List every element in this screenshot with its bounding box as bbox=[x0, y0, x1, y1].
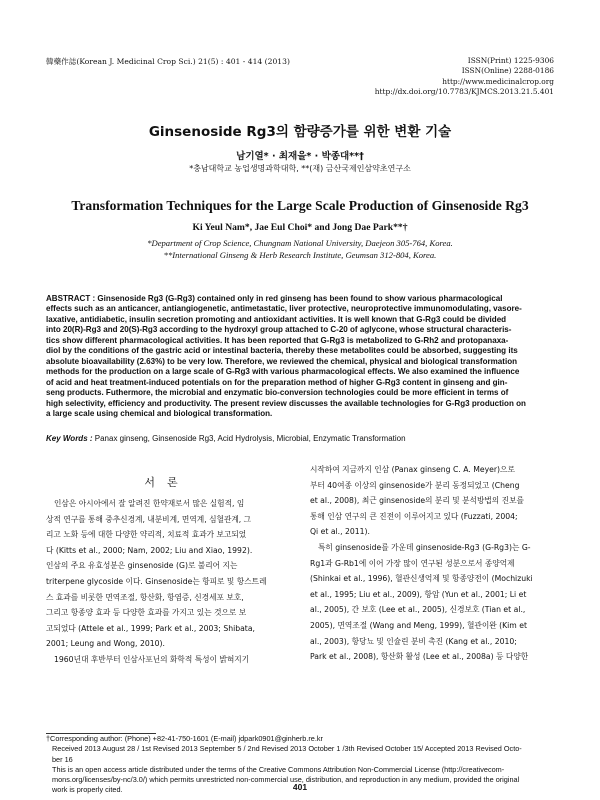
abstract-line: of acid and heat treatment-induced potentials on for the preparation method of higher G-Rg3 content in ginseng and gin- bbox=[46, 377, 508, 387]
abstract-line: absolute bioavailability (2.63%) to be very low. Therefore, we reviewed the chemical, physical and biological transformation bbox=[46, 356, 518, 366]
abstract-line: into 20(R)-Rg3 and 20(S)-Rg3 according to the hydroxyl group attached to C-20 of aglycone, whose structural characteris- bbox=[46, 325, 512, 335]
body-line: 고되었다 (Attele et al., 1999; Park et al., 2003; Shibata, bbox=[46, 623, 255, 633]
abstract-line: methods for the production on a large scale of G-Rg3 with various pharmacological effects. We also examined the influence bbox=[46, 367, 520, 377]
english-affiliations bbox=[0, 238, 600, 261]
affiliation-line: *Department of Crop Science, Chungnam National University, Daejeon 305-764, Korea. bbox=[147, 238, 453, 248]
abstract-line: seng products. Futhermore, the microbial and enzymatic bio-conversion technologies could be more efficient in terms of bbox=[46, 388, 509, 398]
body-line: 2005), 면역조절 (Wang and Meng, 1999), 혈관이완 (Kim et bbox=[310, 620, 527, 630]
keywords-value: Panax ginseng, Ginsenoside Rg3, Acid Hydrolysis, Microbial, Enzymatic Transformation bbox=[92, 434, 406, 443]
korean-affiliation: *충남대학교 농업생명과학대학, **(재) 금산국제인삼약초연구소 bbox=[189, 164, 411, 173]
body-line: Qi et al., 2011). bbox=[310, 527, 371, 537]
right-column bbox=[310, 462, 560, 665]
journal-website[interactable]: http://www.medicinalcrop.org bbox=[442, 76, 554, 86]
body-line: 상적 연구를 통해 중추신경계, 내분비계, 면역계, 심혈관계, 그 bbox=[46, 514, 252, 524]
body-line: 그리고 항종양 효과 등 다양한 효과를 가지고 있는 것으로 보 bbox=[46, 608, 247, 618]
affiliation-line: **International Ginseng & Herb Research Institute, Geumsan 312-804, Korea. bbox=[163, 249, 437, 260]
section-heading: 서론 bbox=[144, 476, 190, 489]
abstract-line: a large scale using chemical and biological transformation. bbox=[46, 408, 273, 418]
abstract-line: laxative, antidiabetic, insulin secretion promoting and antioxidant activities. It is well known that G-Rg3 could be divided bbox=[46, 314, 507, 324]
body-line: triterpene glycoside 이다. Ginsenoside는 항피로 및 항스트레 bbox=[46, 576, 267, 586]
keywords bbox=[46, 434, 554, 443]
body-line: 스 효과를 비롯한 면역조절, 항산화, 항염증, 신경세포 보호, bbox=[46, 592, 244, 602]
body-line: 인삼은 아시아에서 잘 알려진 한약재로서 많은 실험적, 임 bbox=[54, 499, 245, 508]
body-line: Park et al., 2008), 항산화 활성 (Lee et al., 2008a) 등 다양한 bbox=[310, 652, 529, 662]
body-line: 2001; Leung and Wong, 2010). bbox=[46, 639, 165, 649]
journal-citation: 韓藥作誌(Korean J. Medicinal Crop Sci.) 21(5) : 401 - 414 (2013) bbox=[46, 57, 290, 66]
body-line: et al., 1995; Liu et al., 2009), 항암 (Yun et al., 2001; Li et bbox=[310, 589, 527, 599]
doi-link[interactable]: http://dx.doi.org/10.7783/KJMCS.2013.21.5.401 bbox=[374, 87, 554, 97]
body-line: al., 2005), 간 보호 (Lee et al., 2005), 신경보호 (Tian et al., bbox=[310, 605, 526, 615]
body-line: 1960년대 후반부터 인삼사포닌의 화학적 특성이 밝혀지기 bbox=[54, 654, 250, 664]
korean-authors: 남기열* · 최재을* · 박종대**† bbox=[236, 151, 364, 162]
left-column bbox=[46, 496, 296, 668]
issn-online: ISSN(Online) 2288-0186 bbox=[461, 66, 554, 76]
issn-print: ISSN(Print) 1225-9306 bbox=[467, 56, 554, 65]
footnote-line: ber 16 bbox=[52, 754, 73, 764]
keywords-label: Key Words : bbox=[46, 434, 93, 443]
footnote-line: mons.org/licenses/by-nc/3.0/) which permits unrestricted non-commercial use, distribution, and reproduction in any medium, provided the original bbox=[52, 775, 520, 785]
footnote-line: Received 2013 August 28 / 1st Revised 2013 September 5 / 2nd Revised 2013 October 1 /3th Revised October 15/ Accepted 2013 Revised Octo- bbox=[52, 744, 522, 754]
body-line: 인삼의 주요 유효성분은 ginsenoside (G)로 불리어 지는 bbox=[46, 561, 238, 571]
journal-identifiers bbox=[375, 56, 554, 98]
footnote-line: work is properly cited. bbox=[52, 785, 123, 795]
body-line: 시작하여 지금까지 인삼 (Panax ginseng C. A. Meyer)으로 bbox=[310, 465, 515, 474]
body-line: 부터 40여종 이상의 ginsenoside가 분리 동정되었고 (Cheng bbox=[310, 480, 520, 490]
korean-title: Ginsenoside Rg3의 함량증가를 위한 변환 기술 bbox=[148, 124, 452, 140]
abstract bbox=[46, 294, 554, 419]
abstract-line: effects such as an anticancer, antiangiogenetic, antimetastatic, liver protective, neuroprotective immunomodulating, vasore- bbox=[46, 304, 522, 314]
body-line: Rg1과 G-Rb1에 이어 가장 많이 연구된 성분으로서 종양억제 bbox=[310, 558, 515, 568]
corresponding-author: †Corresponding author: (Phone) +82-41-750-1601 (E-mail) jdpark0901@ginherb.re.kr bbox=[46, 734, 323, 743]
body-line: 리고 노화 등에 대한 다양한 약리적, 치료적 효과가 보고되었 bbox=[46, 530, 247, 540]
abstract-line: tics show different pharmacological activities. It has been reported that G-Rg3 is metabolized to G-Rh2 and protopanaxa- bbox=[46, 335, 509, 345]
english-authors: Ki Yeul Nam*, Jae Eul Choi* and Jong Dae Park**† bbox=[192, 222, 408, 233]
body-line: 통해 인삼 연구의 큰 진전이 이루어지고 있다 (Fuzzati, 2004; bbox=[310, 511, 518, 521]
footnote-line: This is an open access article distributed under the terms of the Creative Commons Attribution Non-Commercial License (http://creativecom- bbox=[52, 764, 505, 774]
abstract-line: ABSTRACT : Ginsenoside Rg3 (G-Rg3) contained only in red ginseng has been found to show various pharmacological bbox=[46, 294, 503, 303]
abstract-line: diol by the conditions of the gastric acid or intestinal bacteria, thereby these metabolites could be absorbed, suggesting its bbox=[46, 346, 518, 356]
body-line: al., 2003), 항당뇨 및 인슐린 분비 촉진 (Kang et al., 2010; bbox=[310, 636, 517, 646]
abstract-line: high selectivity, efficiency and productivity. The present review discusses the available technologies for G-Rg3 production on bbox=[46, 398, 526, 408]
page-number: 401 bbox=[292, 782, 308, 792]
body-line: (Shinkai et al., 1996), 혈관신생억제 및 항종양전이 (Mochizuki bbox=[310, 574, 533, 584]
english-title: Transformation Techniques for the Large Scale Production of Ginsenoside Rg3 bbox=[71, 198, 529, 213]
body-line: et al., 2008), 최근 ginsenoside의 분리 및 분석방법의 진보를 bbox=[310, 496, 524, 506]
body-line: 다 (Kitts et al., 2000; Nam, 2002; Liu and Xiao, 1992). bbox=[46, 545, 253, 555]
body-line: 특히 ginsenoside를 가운데 ginsenoside-Rg3 (G-Rg3)는 G- bbox=[318, 542, 531, 552]
